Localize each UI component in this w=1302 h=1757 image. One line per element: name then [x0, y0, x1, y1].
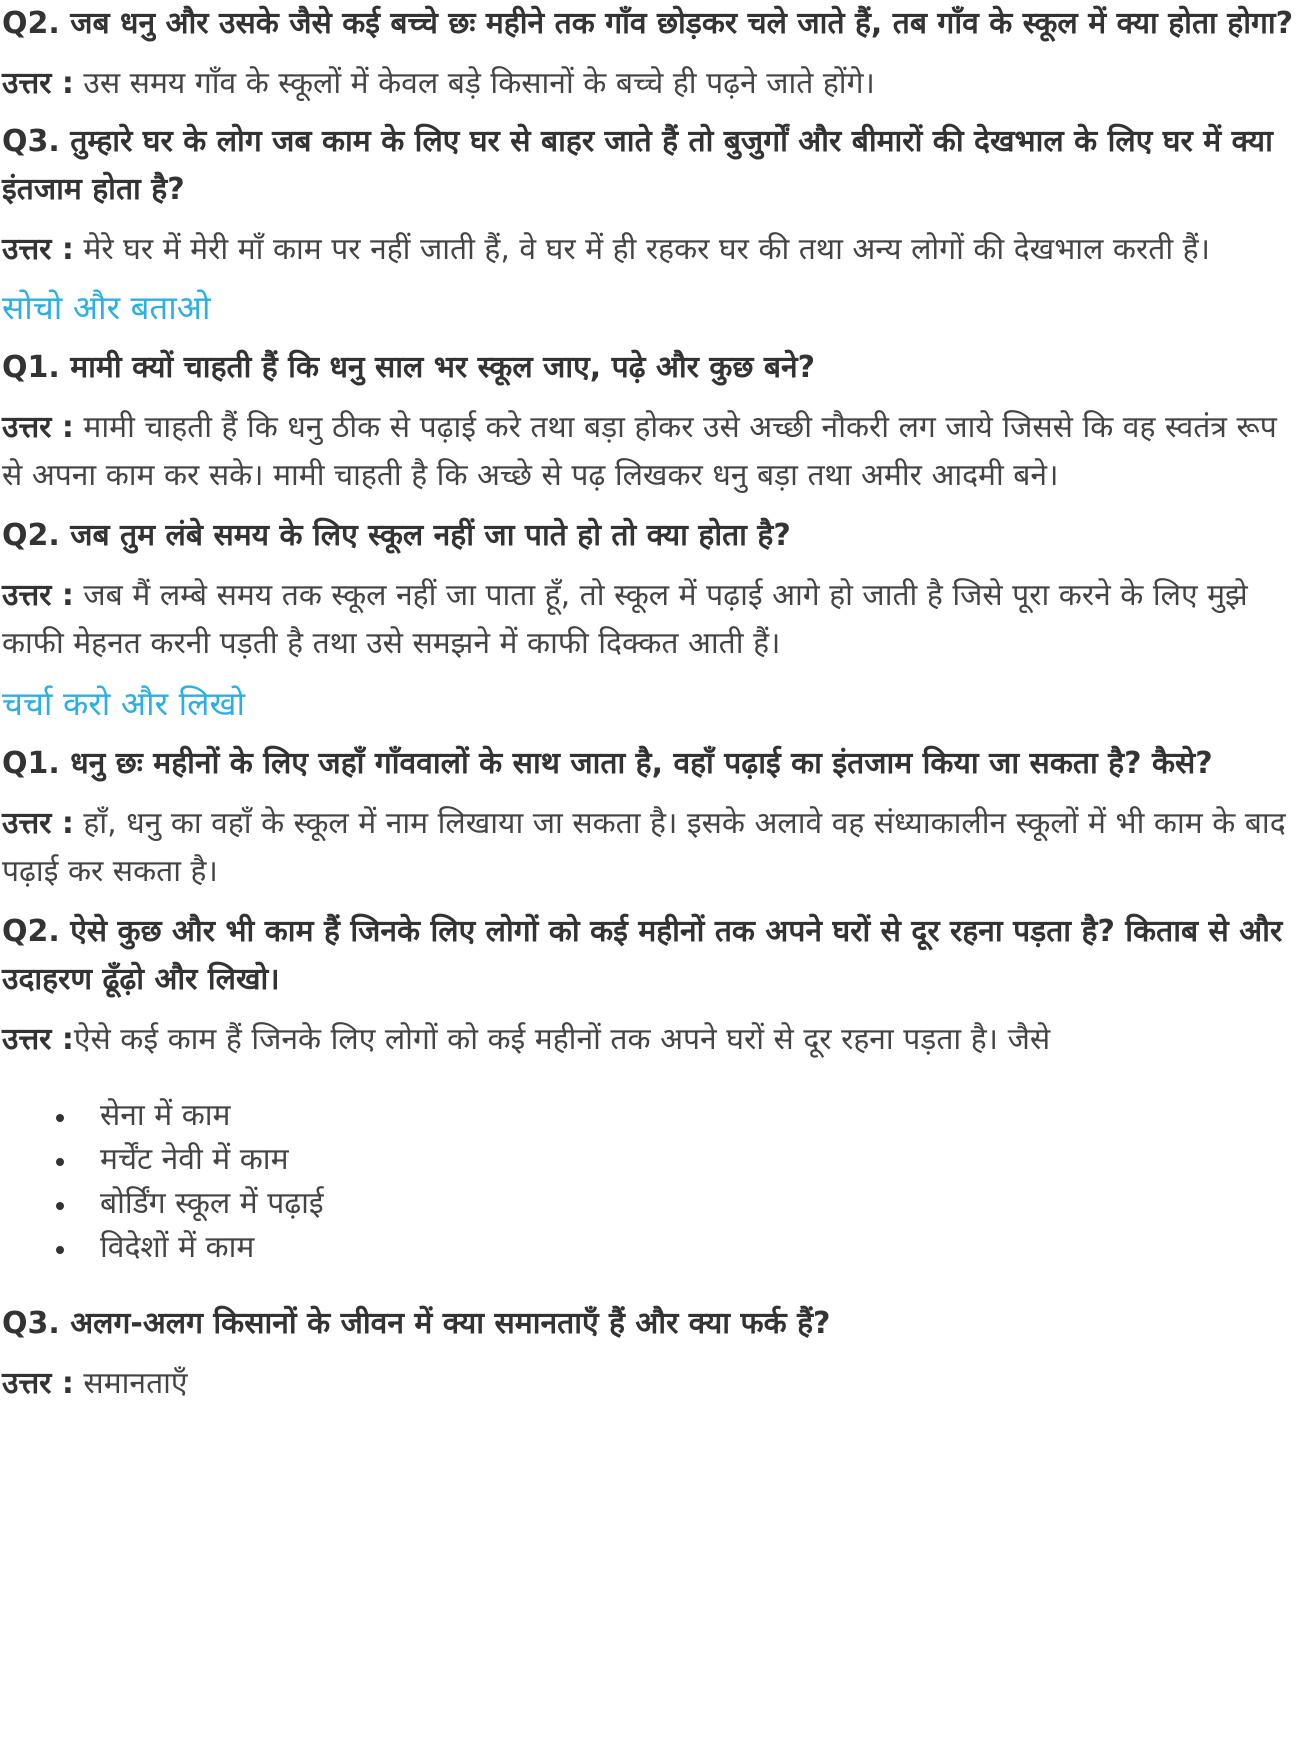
section-heading-socho-aur-batao: सोचो और बताओ	[2, 288, 211, 327]
answer-q2-long-absence	[2, 572, 1302, 668]
answer-label: उत्तर :	[2, 410, 74, 445]
answer-q1-education-arrangement	[2, 800, 1302, 896]
answer-text: मेरे घर में मेरी माँ काम पर नहीं जाती हैं, वे घर में ही रहकर घर की तथा अन्य लोगों की देखभाल करती हैं।	[73, 232, 1210, 267]
answer-q3-farmers-lives	[2, 1360, 1302, 1408]
answer-q2-jobs-away-from-home	[2, 1016, 1302, 1064]
answer-text: जब मैं लम्बे समय तक स्कूल नहीं जा पाता हूँ, तो स्कूल में पढ़ाई आगे हो जाती है जिसे पूरा करने के लिए मुझे काफी मेहनत करनी पड़ती है तथा उसे समझने में काफी दिक्कत आती हैं।	[2, 578, 1248, 661]
question-q2-village-school: Q2. जब धनु और उसके जैसे कई बच्चे छः महीने तक गाँव छोड़कर चले जाते हैं, तब गाँव के स्कूल में क्या होता होगा?	[2, 6, 1294, 41]
answer-text: समानताएँ	[73, 1366, 188, 1401]
list-item: मर्चेंट नेवी में काम	[100, 1138, 1302, 1182]
question-q1-mami: Q1. मामी क्यों चाहती हैं कि धनु साल भर स्कूल जाए, पढ़े और कुछ बने?	[2, 350, 816, 385]
list-item: बोर्डिंग स्कूल में पढ़ाई	[100, 1182, 1302, 1226]
answer-text: ऐसे कई काम हैं जिनके लिए लोगों को कई महीनों तक अपने घरों से दूर रहना पड़ता है। जैसे	[73, 1022, 1051, 1057]
question-q2-long-absence: Q2. जब तुम लंबे समय के लिए स्कूल नहीं जा पाते हो तो क्या होता है?	[2, 518, 791, 553]
answer-text: मामी चाहती हैं कि धनु ठीक से पढ़ाई करे तथा बड़ा होकर उसे अच्छी नौकरी लग जाये जिससे कि वह स्वतंत्र रूप से अपना काम कर सके। मामी चाहती है कि अच्छे से पढ़ लिखकर धनु बड़ा तथा अमीर आदमी बने।	[2, 410, 1277, 493]
answer-label: उत्तर :	[2, 1022, 74, 1057]
question-q3-elderly-care: Q3. तुम्हारे घर के लोग जब काम के लिए घर से बाहर जाते हैं तो बुजुर्गों और बीमारों की देखभाल के लिए घर में क्या इंतजाम होता है?	[2, 124, 1273, 207]
question-q3-farmers-lives: Q3. अलग-अलग किसानों के जीवन में क्या समानताएँ हैं और क्या फर्क हैं?	[2, 1306, 831, 1341]
question-q1-education-arrangement: Q1. धनु छः महीनों के लिए जहाँ गाँववालों के साथ जाता है, वहाँ पढ़ाई का इंतजाम किया जा सकता है? कैसे?	[2, 746, 1213, 781]
answer-label: उत्तर :	[2, 232, 74, 267]
list-item: विदेशों में काम	[100, 1226, 1302, 1270]
examples-list	[2, 1094, 1302, 1270]
answer-label: उत्तर :	[2, 806, 74, 841]
section-heading-charcha-karo-aur-likho: चर्चा करो और लिखो	[2, 684, 246, 723]
list-item: सेना में काम	[100, 1094, 1302, 1138]
answer-text: उस समय गाँव के स्कूलों में केवल बड़े किसानों के बच्चे ही पढ़ने जाते होंगे।	[73, 66, 875, 101]
answer-label: उत्तर :	[2, 66, 74, 101]
answer-q2-village-school	[2, 60, 1302, 108]
answer-q3-elderly-care	[2, 226, 1302, 274]
answer-label: उत्तर :	[2, 578, 74, 613]
question-q2-jobs-away-from-home: Q2. ऐसे कुछ और भी काम हैं जिनके लिए लोगों को कई महीनों तक अपने घरों से दूर रहना पड़ता है? किताब से और उदाहरण ढूँढ़ो और लिखो।	[2, 914, 1283, 997]
answer-label: उत्तर :	[2, 1366, 74, 1401]
answer-text: हाँ, धनु का वहाँ के स्कूल में नाम लिखाया जा सकता है। इसके अलावे वह संध्याकालीन स्कूलों में भी काम के बाद पढ़ाई कर सकता है।	[2, 806, 1286, 889]
answer-q1-mami	[2, 404, 1302, 500]
